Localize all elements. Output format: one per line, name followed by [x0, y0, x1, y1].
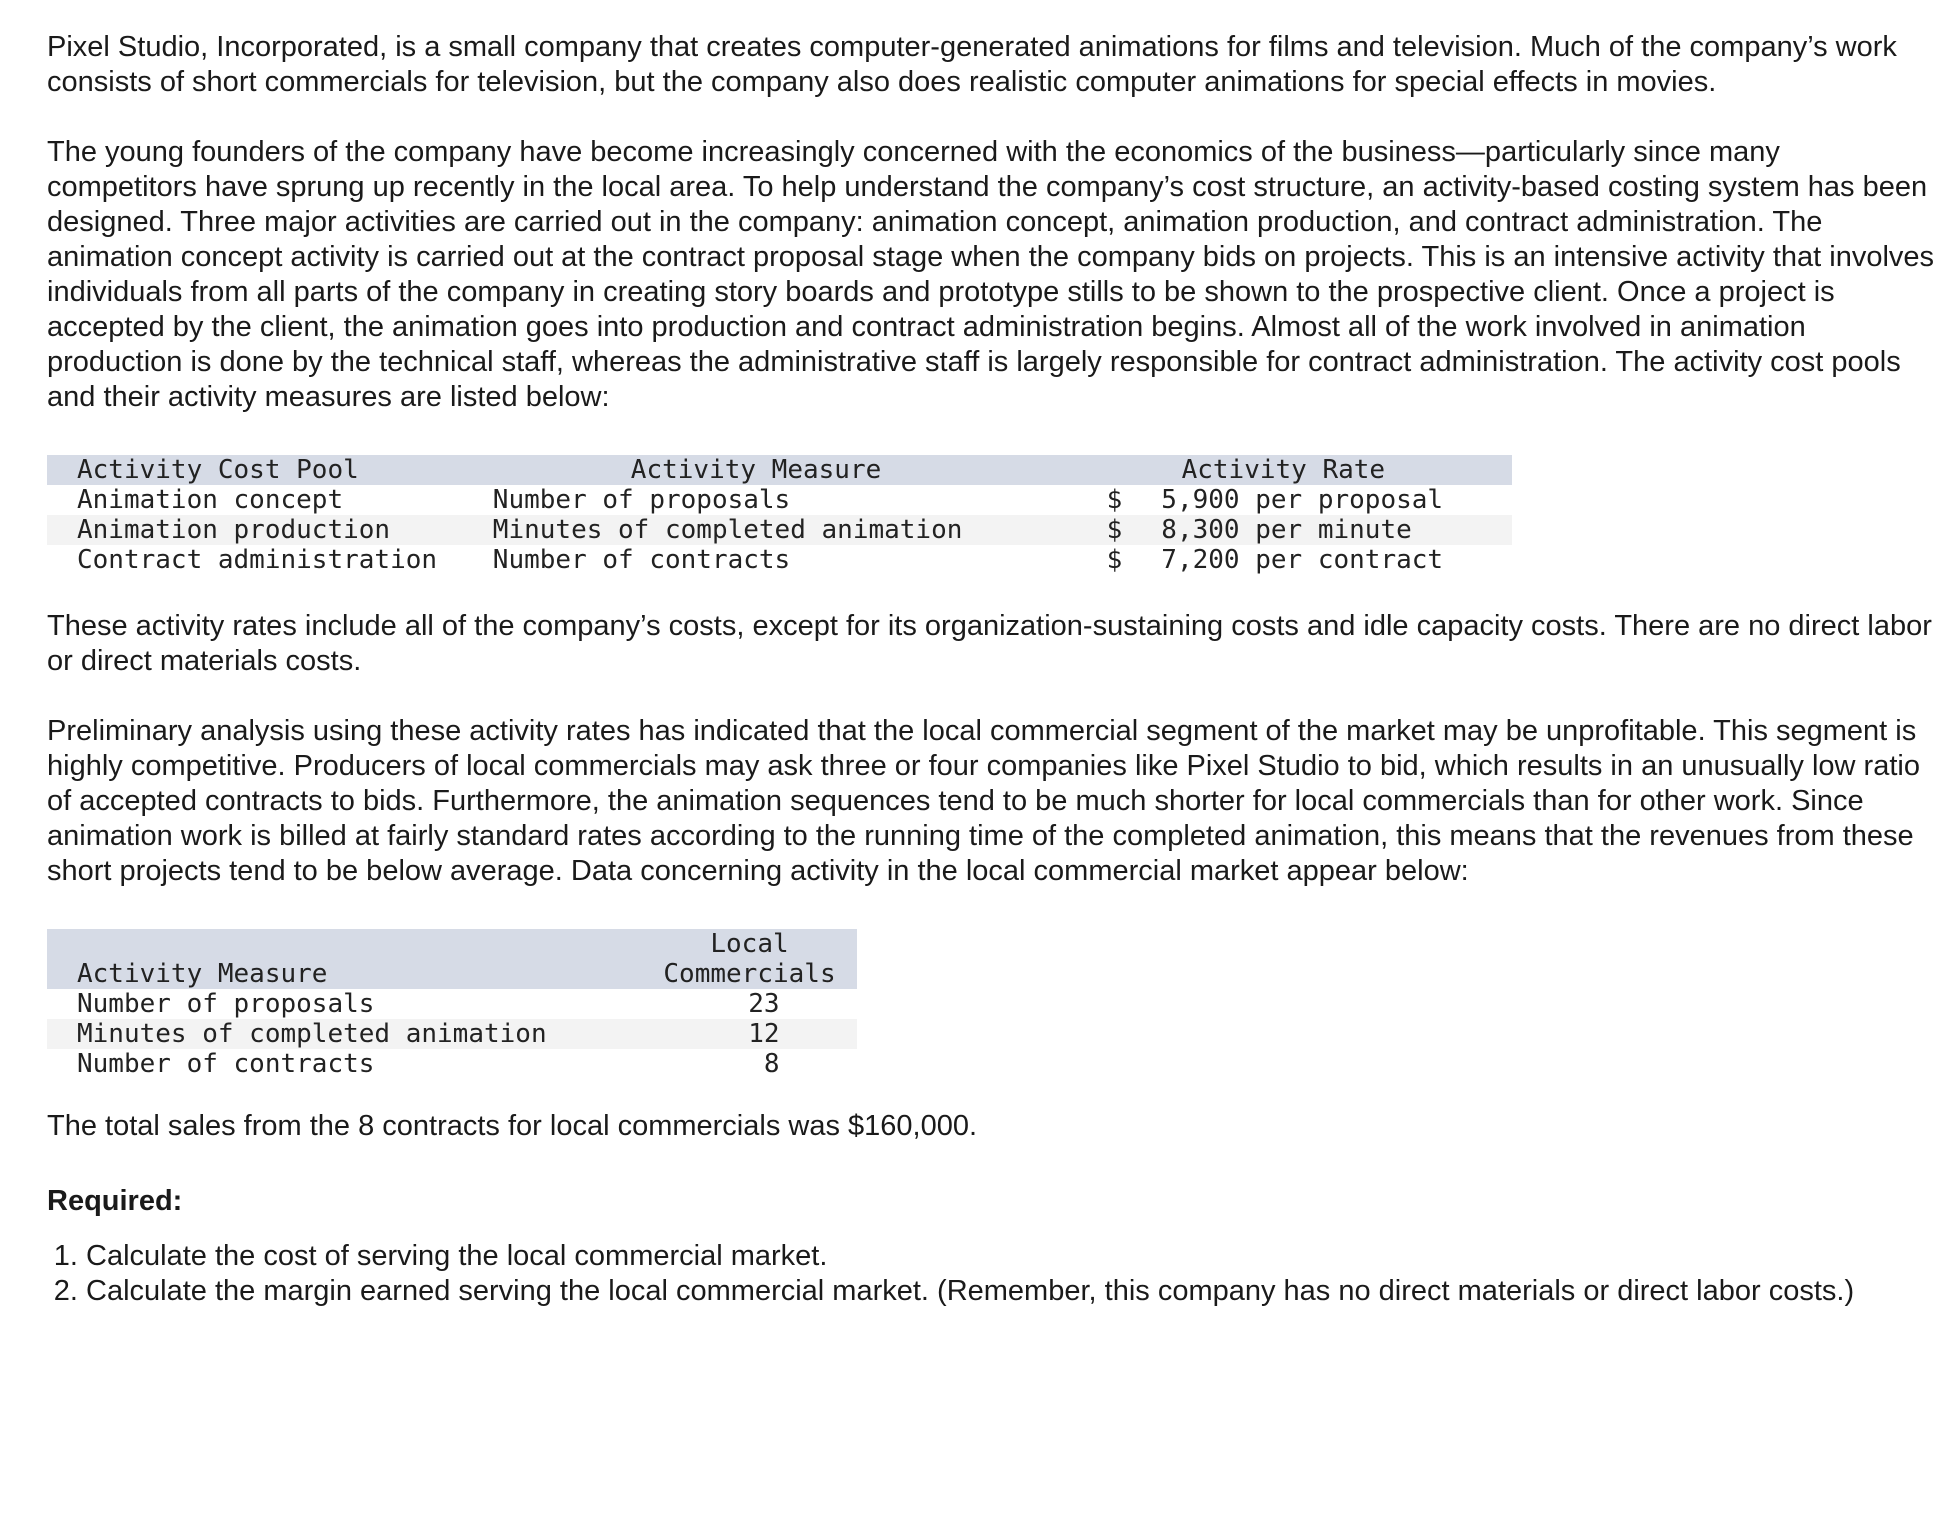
- table-header-row: [47, 929, 857, 989]
- header-commercials-line: Commercials: [663, 959, 836, 989]
- cost-pool-cell: Animation production: [47, 515, 493, 545]
- founders-paragraph: The young founders of the company have become increasingly concerned with the economics of the business—particularly since many competitors have sprung up recently in the local area. To help understand the company’s cost structure, an activity-based costing system has been designed. Three major activities are carried out in the company: animation concept, animation production, and contract administration. The animation concept activity is carried out at the contract proposal stage when the company bids on projects. This is an intensive activity that involves individuals from all parts of the company in creating story boards and prototype stills to be shown to the prospective client. Once a project is accepted by the client, the animation goes into production and contract administration begins. Almost all of the work involved in animation production is done by the technical staff, whereas the administrative staff is largely responsible for contract administration. The activity cost pools and their activity measures are listed below:: [47, 136, 1935, 413]
- measure-cell: Number of contracts: [47, 1049, 642, 1079]
- measure-cell: Number of contracts: [493, 545, 1107, 575]
- preliminary-analysis-paragraph: Preliminary analysis using these activity rates has indicated that the local commercial segment of the market may be unprofitable. This segment is highly competitive. Producers of local commercials may ask three or four companies like Pixel Studio to bid, which results in an unusually low ratio of accepted contracts to bids. Furthermore, the animation sequences tend to be much shorter for local commercials than for other work. Since animation work is billed at fairly standard rates according to the running time of the completed animation, this means that the revenues from these short projects tend to be below average. Data concerning activity in the local commercial market appear below:: [47, 715, 1920, 887]
- question-item: 1. Calculate the cost of serving the local commercial market.: [86, 1239, 1937, 1274]
- table-row: [47, 1049, 857, 1079]
- cost-pool-cell: Animation concept: [47, 485, 493, 515]
- table-row: [47, 515, 1512, 545]
- currency-symbol: $: [1106, 515, 1123, 545]
- question-item: 2. Calculate the margin earned serving the local commercial market. (Remember, this company has no direct materials or direct labor costs.): [86, 1274, 1937, 1309]
- value-number: 23: [748, 989, 780, 1019]
- rate-cell: [1107, 545, 1512, 575]
- currency-symbol: $: [1106, 485, 1123, 515]
- rate-amount: 5,900: [1161, 485, 1240, 515]
- header-local-commercials: [642, 929, 857, 989]
- header-activity-measure: Activity Measure: [493, 455, 1107, 485]
- measure-cell: Number of proposals: [47, 989, 642, 1019]
- header-activity-cost-pool: Activity Cost Pool: [47, 455, 493, 485]
- activity-rates-table: [47, 455, 1512, 575]
- rate-unit: per minute: [1255, 515, 1412, 545]
- table-header-row: [47, 455, 1512, 485]
- currency-symbol: $: [1106, 545, 1123, 575]
- header-local-line: Local: [710, 929, 789, 959]
- value-number: 8: [763, 1049, 780, 1079]
- problem-content: [47, 30, 1937, 1309]
- intro-paragraph: Pixel Studio, Incorporated, is a small company that creates computer-generated animations for films and television. Much of the company’s work consists of short commercials for television, but the company also does realistic computer animations for special effects in movies.: [47, 31, 1897, 98]
- table-row: [47, 545, 1512, 575]
- header-activity-measure: Activity Measure: [47, 929, 642, 989]
- table-row: [47, 989, 857, 1019]
- table-row: [47, 1019, 857, 1049]
- rates-note-paragraph: These activity rates include all of the company’s costs, except for its organization-sustaining costs and idle capacity costs. There are no direct labor or direct materials costs.: [47, 610, 1932, 677]
- measure-cell: Minutes of completed animation: [47, 1019, 642, 1049]
- value-number: 12: [748, 1019, 780, 1049]
- rate-unit: per contract: [1255, 545, 1444, 575]
- required-questions-list: [47, 1239, 1937, 1309]
- rate-cell: [1107, 515, 1512, 545]
- required-heading: Required:: [47, 1185, 183, 1217]
- measure-cell: Number of proposals: [493, 485, 1107, 515]
- rate-amount: 7,200: [1161, 545, 1240, 575]
- rate-amount: 8,300: [1161, 515, 1240, 545]
- value-cell: [642, 989, 857, 1019]
- table-row: [47, 485, 1512, 515]
- cost-pool-cell: Contract administration: [47, 545, 493, 575]
- measure-cell: Minutes of completed animation: [493, 515, 1107, 545]
- rate-cell: [1107, 485, 1512, 515]
- rate-unit: per proposal: [1255, 485, 1444, 515]
- total-sales-paragraph: The total sales from the 8 contracts for local commercials was $160,000.: [47, 1110, 978, 1142]
- header-activity-rate: Activity Rate: [1107, 455, 1512, 485]
- value-cell: [642, 1019, 857, 1049]
- local-commercials-table: [47, 929, 857, 1079]
- value-cell: [642, 1049, 857, 1079]
